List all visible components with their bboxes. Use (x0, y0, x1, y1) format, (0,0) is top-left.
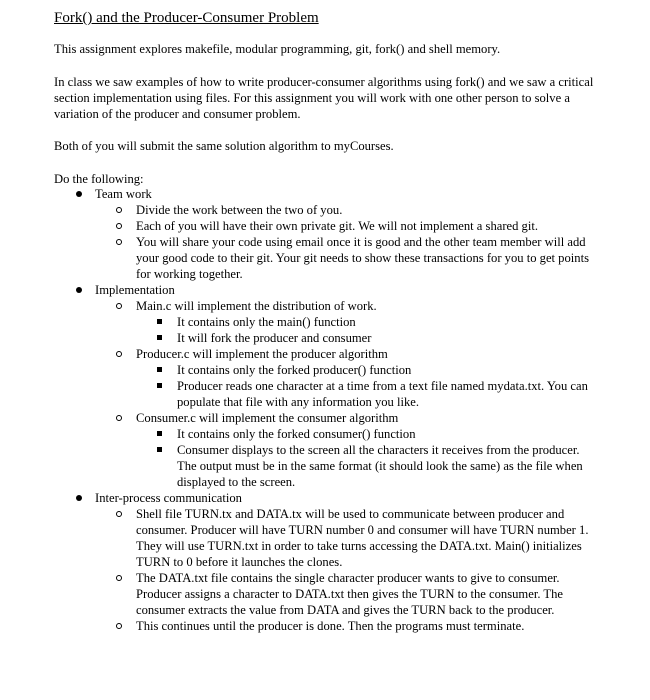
list-item (177, 426, 599, 442)
list-item-text: Consumer.c will implement the consumer algorithm (136, 411, 399, 425)
bullet-circle-icon (116, 623, 122, 629)
bullet-disc-icon (76, 191, 82, 197)
bullet-circle-icon (116, 239, 122, 245)
list-item-main (136, 298, 599, 346)
section-team-work (54, 186, 599, 282)
bullet-square-icon (157, 431, 162, 436)
section-ipc (54, 490, 599, 634)
list-item-text: Main.c will implement the distribution of work. (136, 299, 377, 313)
list-item-text: Producer reads one character at a time from a text file named mydata.txt. You can populate that file with any information you like. (177, 379, 588, 409)
bullet-square-icon (157, 335, 162, 340)
list-item-text: It contains only the main() function (177, 315, 356, 329)
list-item (177, 362, 599, 378)
list-item-text: It contains only the forked producer() function (177, 363, 412, 377)
list-item (136, 234, 599, 282)
bullet-square-icon (157, 367, 162, 372)
bullet-circle-icon (116, 575, 122, 581)
bullet-circle-icon (116, 303, 122, 309)
section-label: Implementation (95, 283, 175, 297)
list-item (177, 442, 599, 490)
list-item (136, 570, 599, 618)
bullet-circle-icon (116, 207, 122, 213)
list-item-producer (136, 346, 599, 410)
list-item-text: It contains only the forked consumer() function (177, 427, 416, 441)
list-item (177, 378, 599, 410)
bullet-circle-icon (116, 415, 122, 421)
list-item-text: You will share your code using email once it is good and the other team member will add your good code to their git. Your git needs to show these transactions for you to get points for working together. (136, 235, 589, 281)
list-item-text: Consumer displays to the screen all the characters it receives from the producer. The output must be in the same format (it should look the same) as the file when displayed to the screen. (177, 443, 583, 489)
list-item-text: It will fork the producer and consumer (177, 331, 372, 345)
document-title: Fork() and the Producer-Consumer Problem (54, 10, 319, 26)
bullet-disc-icon (76, 287, 82, 293)
do-following-heading: Do the following: (54, 172, 144, 186)
context-paragraph: In class we saw examples of how to write producer-consumer algorithms using fork() and we saw a critical section implementation using files. For this assignment you will work with one other person to solve a variation of the producer and consumer problem. (54, 75, 594, 121)
list-item-consumer (136, 410, 599, 490)
list-item (136, 218, 599, 234)
intro-paragraph: This assignment explores makefile, modular programming, git, fork() and shell memory. (54, 42, 501, 56)
bullet-square-icon (157, 383, 162, 388)
section-label: Team work (95, 187, 152, 201)
list-item (136, 506, 599, 570)
list-item-text: The DATA.txt file contains the single character producer wants to give to consumer. Producer assigns a character to DATA.txt then gives the TURN to the consumer. The consumer extracts the value from DATA and gives the TURN back to the producer. (136, 571, 563, 617)
bullet-circle-icon (116, 351, 122, 357)
task-outline (54, 186, 599, 634)
list-item-text: Divide the work between the two of you. (136, 203, 343, 217)
list-item-text: Shell file TURN.tx and DATA.tx will be used to communicate between producer and consumer. Producer will have TURN number 0 and consumer will have TURN number 1. They will use TURN.txt in order to take turns accessing the DATA.txt. Main() initializes TURN to 0 before it launches the clones. (136, 507, 589, 569)
bullet-square-icon (157, 447, 162, 452)
section-label: Inter-process communication (95, 491, 242, 505)
list-item (177, 314, 599, 330)
submission-paragraph: Both of you will submit the same solution algorithm to myCourses. (54, 139, 394, 153)
list-item (177, 330, 599, 346)
list-item (136, 202, 599, 218)
section-implementation (54, 282, 599, 490)
bullet-circle-icon (116, 511, 122, 517)
list-item-text: Each of you will have their own private git. We will not implement a shared git. (136, 219, 539, 233)
bullet-circle-icon (116, 223, 122, 229)
list-item-text: Producer.c will implement the producer algorithm (136, 347, 388, 361)
list-item (136, 618, 599, 634)
bullet-square-icon (157, 319, 162, 324)
bullet-disc-icon (76, 495, 82, 501)
list-item-text: This continues until the producer is done. Then the programs must terminate. (136, 619, 525, 633)
